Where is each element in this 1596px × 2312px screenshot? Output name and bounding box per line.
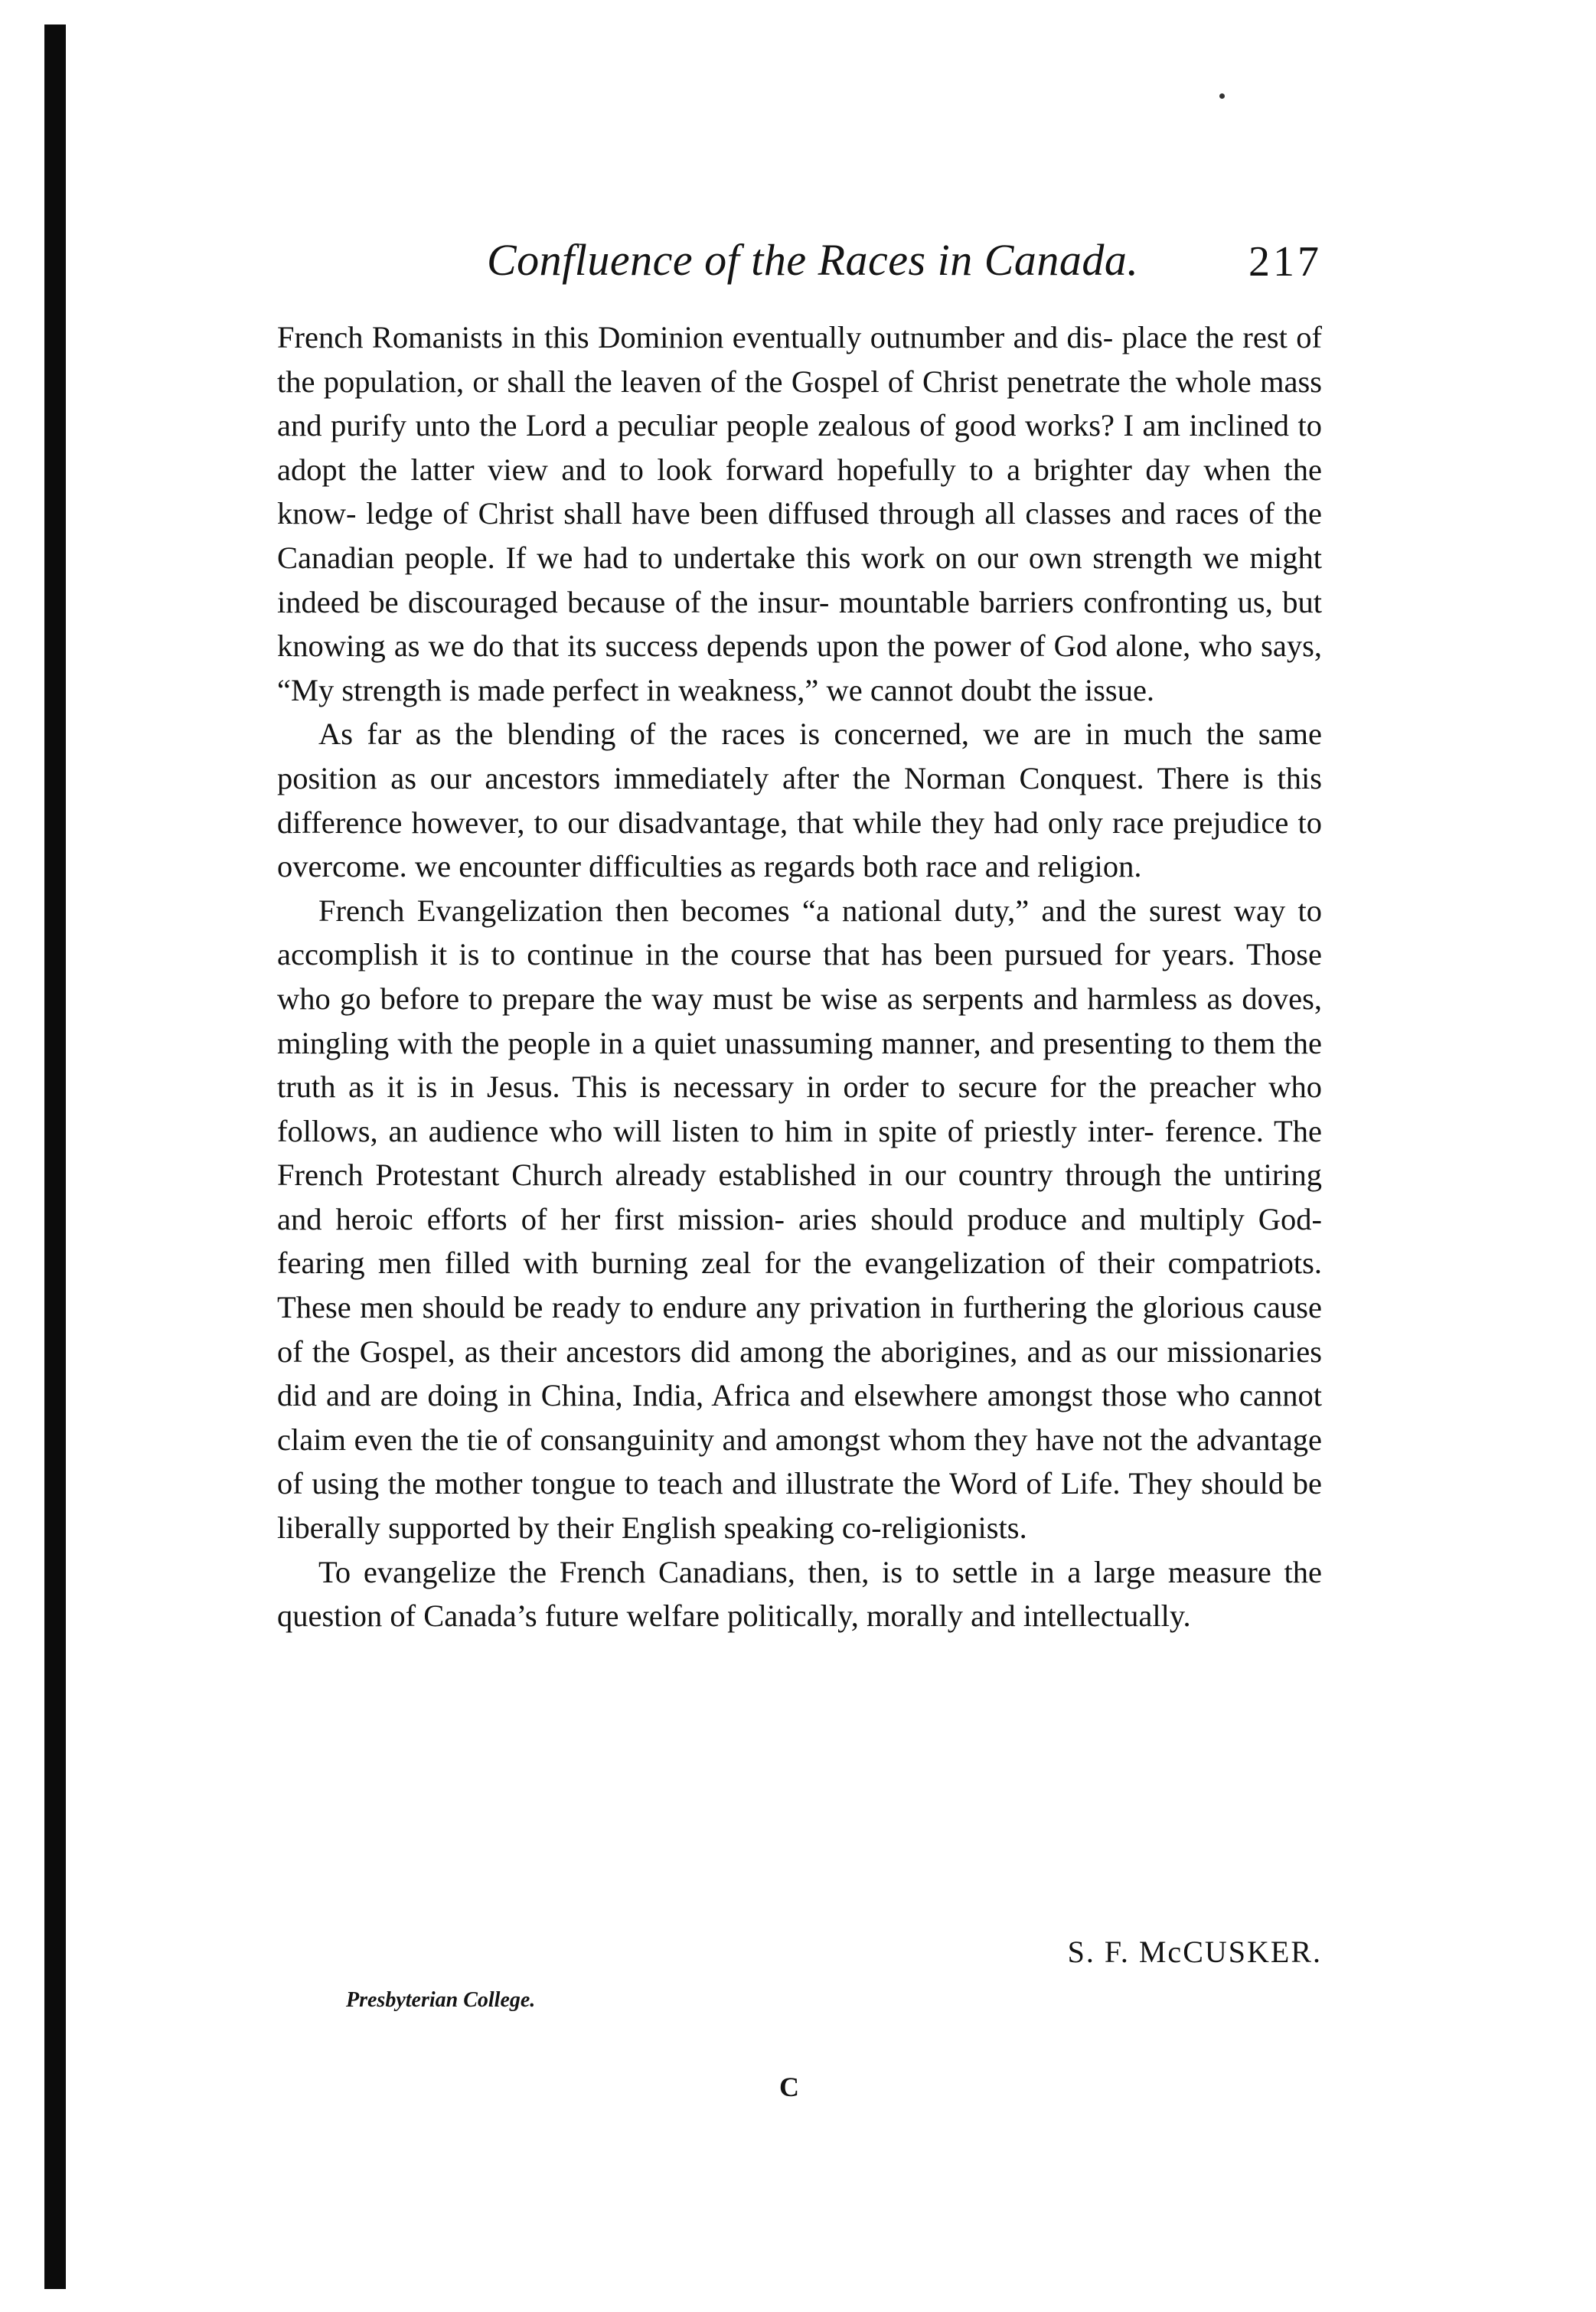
text-line: of the Canadian people. If we had to undertake this work on our [277,496,1322,575]
text-line: pursued for years. Those who go before to prepare the way must be [277,937,1322,1016]
text-line: difficulties as regards both race and religion. [589,849,1142,884]
text-line: people zealous of good works? I am inclined to adopt the latter [277,408,1322,487]
text-line: ledge of Christ shall have been diffused through all classes and races [366,496,1239,531]
author-signature: S. F. McCUSKER. [1067,1935,1322,1969]
signature-mark: C [779,2072,799,2102]
text-line: the Gospel, as their ancestors did among the aborigines, and as our [312,1334,1158,1369]
binding-edge [44,24,66,2289]
text-line: amongst whom they have not the advantage of using the mother [277,1422,1322,1501]
text-line: liberally supported by their English speaking co-religionists. [277,1510,1027,1546]
text-line: As far as the blending of the races is concerned, we are in much [318,717,1193,752]
text-line: is made perfect in weakness,” we cannot doubt the issue. [449,672,1155,707]
paragraph-2 [277,712,1322,888]
text-line: measure the question of Canada’s future welfare politically, morally [277,1554,1323,1634]
text-line: view and to look forward hopefully to a brighter day when the know- [277,452,1323,531]
text-line: aries should produce and multiply God-fearing men filled with burning [277,1201,1323,1281]
print-speck [1219,93,1225,99]
text-line: in Jesus. This is necessary in order to secure for the preacher who [449,1069,1323,1105]
text-line: amongst those who cannot claim even the tie of consanguinity and [277,1378,1323,1457]
author-affiliation: Presbyterian College. [346,1988,536,2012]
text-line: surest way to accomplish it is to continue in the course that has been [277,893,1322,972]
text-line: place the rest of the population, or shall the leaven of the Gospel of [277,320,1323,399]
text-line: wise as serpents and harmless as doves, mingling with the people in [277,981,1322,1060]
text-line: the same position as our ancestors immediately after the Norman [277,717,1323,795]
text-line: a quiet unassuming manner, and presenting to them the truth as it is [277,1025,1322,1105]
page-number: 217 [1248,238,1322,286]
text-line: Conquest. There is this difference however, to our disadvantage, [277,760,1322,840]
text-line: French Evangelization then becomes “a national duty,” and the [318,893,1137,928]
text-line: To evangelize the French Canadians, then, is to settle in a large [318,1554,1156,1589]
text-line: ference. The French Protestant Church already established in our [277,1113,1322,1193]
paragraph-1 [277,315,1322,712]
page-header [277,231,1322,300]
text-line: Christ penetrate the whole mass and purify unto the Lord a peculiar [277,364,1323,443]
text-line: success depends upon the power of God alone, who says, “My strength [277,629,1323,707]
text-line: missionaries did and are doing in China, India, Africa and elsewhere [277,1334,1323,1413]
text-line: zeal for the evangelization of their compatriots. These men should [277,1246,1322,1325]
text-line: and intellectually. [971,1598,1191,1634]
paragraph-4 [277,1550,1322,1638]
paragraph-3 [277,889,1322,1550]
running-title: Confluence of the Races in Canada. [487,235,1139,285]
text-line: country through the untiring and heroic efforts of her first mission- [277,1158,1323,1236]
text-line: follows, an audience who will listen to him in spite of priestly inter- [277,1113,1154,1148]
article-body [277,315,1322,1638]
text-line: that while they had only race prejudice to overcome. we encounter [277,805,1323,884]
text-line: tongue to teach and illustrate the Word of Life. They should be [531,1466,1323,1501]
text-line: mountable barriers confronting us, but knowing as we do that its [277,584,1322,664]
text-line: own strength we might indeed be discouraged because of the insur- [277,540,1322,619]
text-line: be ready to endure any privation in furthering the glorious cause of [277,1290,1322,1369]
text-line: French Romanists in this Dominion eventually outnumber and dis- [277,320,1114,354]
